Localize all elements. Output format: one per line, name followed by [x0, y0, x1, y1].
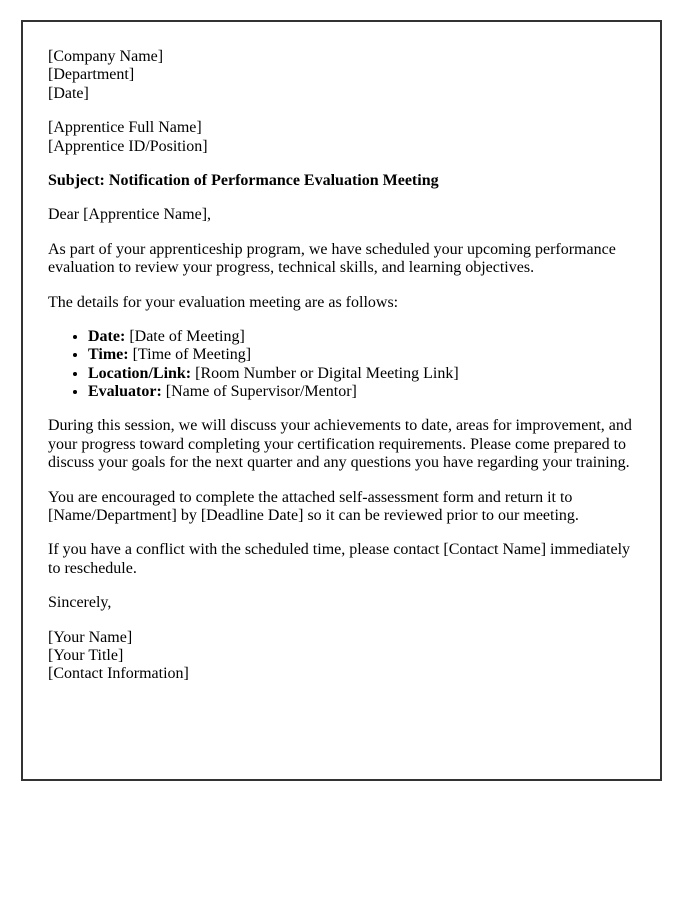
signature-block: [48, 629, 635, 684]
intro-paragraph: As part of your apprenticeship program, we have scheduled your upcoming performance evaluation to review your progress, technical skills, and learning objectives.: [48, 240, 616, 277]
subject-line: Subject: Notification of Performance Evaluation Meeting: [48, 171, 439, 189]
detail-item-time: [88, 346, 635, 364]
date-line: [Date]: [48, 84, 89, 102]
salutation: Dear [Apprentice Name],: [48, 206, 212, 224]
signature-name-line: [Your Name]: [48, 628, 133, 646]
detail-value-date: [Date of Meeting]: [129, 327, 245, 345]
detail-value-location: [Room Number or Digital Meeting Link]: [195, 364, 459, 382]
sender-block: [48, 48, 635, 103]
self-assessment-paragraph: You are encouraged to complete the attached self-assessment form and return it to [Name/Department] by [Deadline Date] so it can be reviewed prior to our meeting.: [48, 488, 579, 525]
details-lead-paragraph: The details for your evaluation meeting are as follows:: [48, 293, 399, 311]
closing-line: Sincerely,: [48, 594, 112, 612]
detail-label-date: Date:: [88, 327, 126, 345]
signature-title-line: [Your Title]: [48, 646, 124, 664]
department-line: [Department]: [48, 66, 135, 84]
apprentice-name-line: [Apprentice Full Name]: [48, 119, 202, 137]
detail-label-location: Location/Link:: [88, 364, 192, 382]
conflict-paragraph: If you have a conflict with the scheduled time, please contact [Contact Name] immediately to reschedule.: [48, 541, 631, 577]
detail-item-evaluator: [88, 383, 635, 401]
details-list: [48, 328, 635, 402]
detail-value-time: [Time of Meeting]: [132, 346, 252, 364]
session-paragraph: During this session, we will discuss your achievements to date, areas for improvement, and your progress toward completing your certification requirements. Please come prepared to discuss your goals for the next quarter and any questions you have regarding your training.: [48, 417, 632, 472]
detail-label-evaluator: Evaluator:: [88, 383, 162, 401]
detail-item-location: [88, 365, 635, 383]
detail-label-time: Time:: [88, 346, 129, 364]
letter-document: [21, 20, 662, 781]
signature-contact-line: [Contact Information]: [48, 665, 189, 683]
apprentice-id-line: [Apprentice ID/Position]: [48, 137, 208, 155]
detail-value-evaluator: [Name of Supervisor/Mentor]: [165, 383, 357, 401]
company-name-line: [Company Name]: [48, 48, 164, 65]
detail-item-date: [88, 328, 635, 346]
recipient-block: [48, 119, 635, 156]
